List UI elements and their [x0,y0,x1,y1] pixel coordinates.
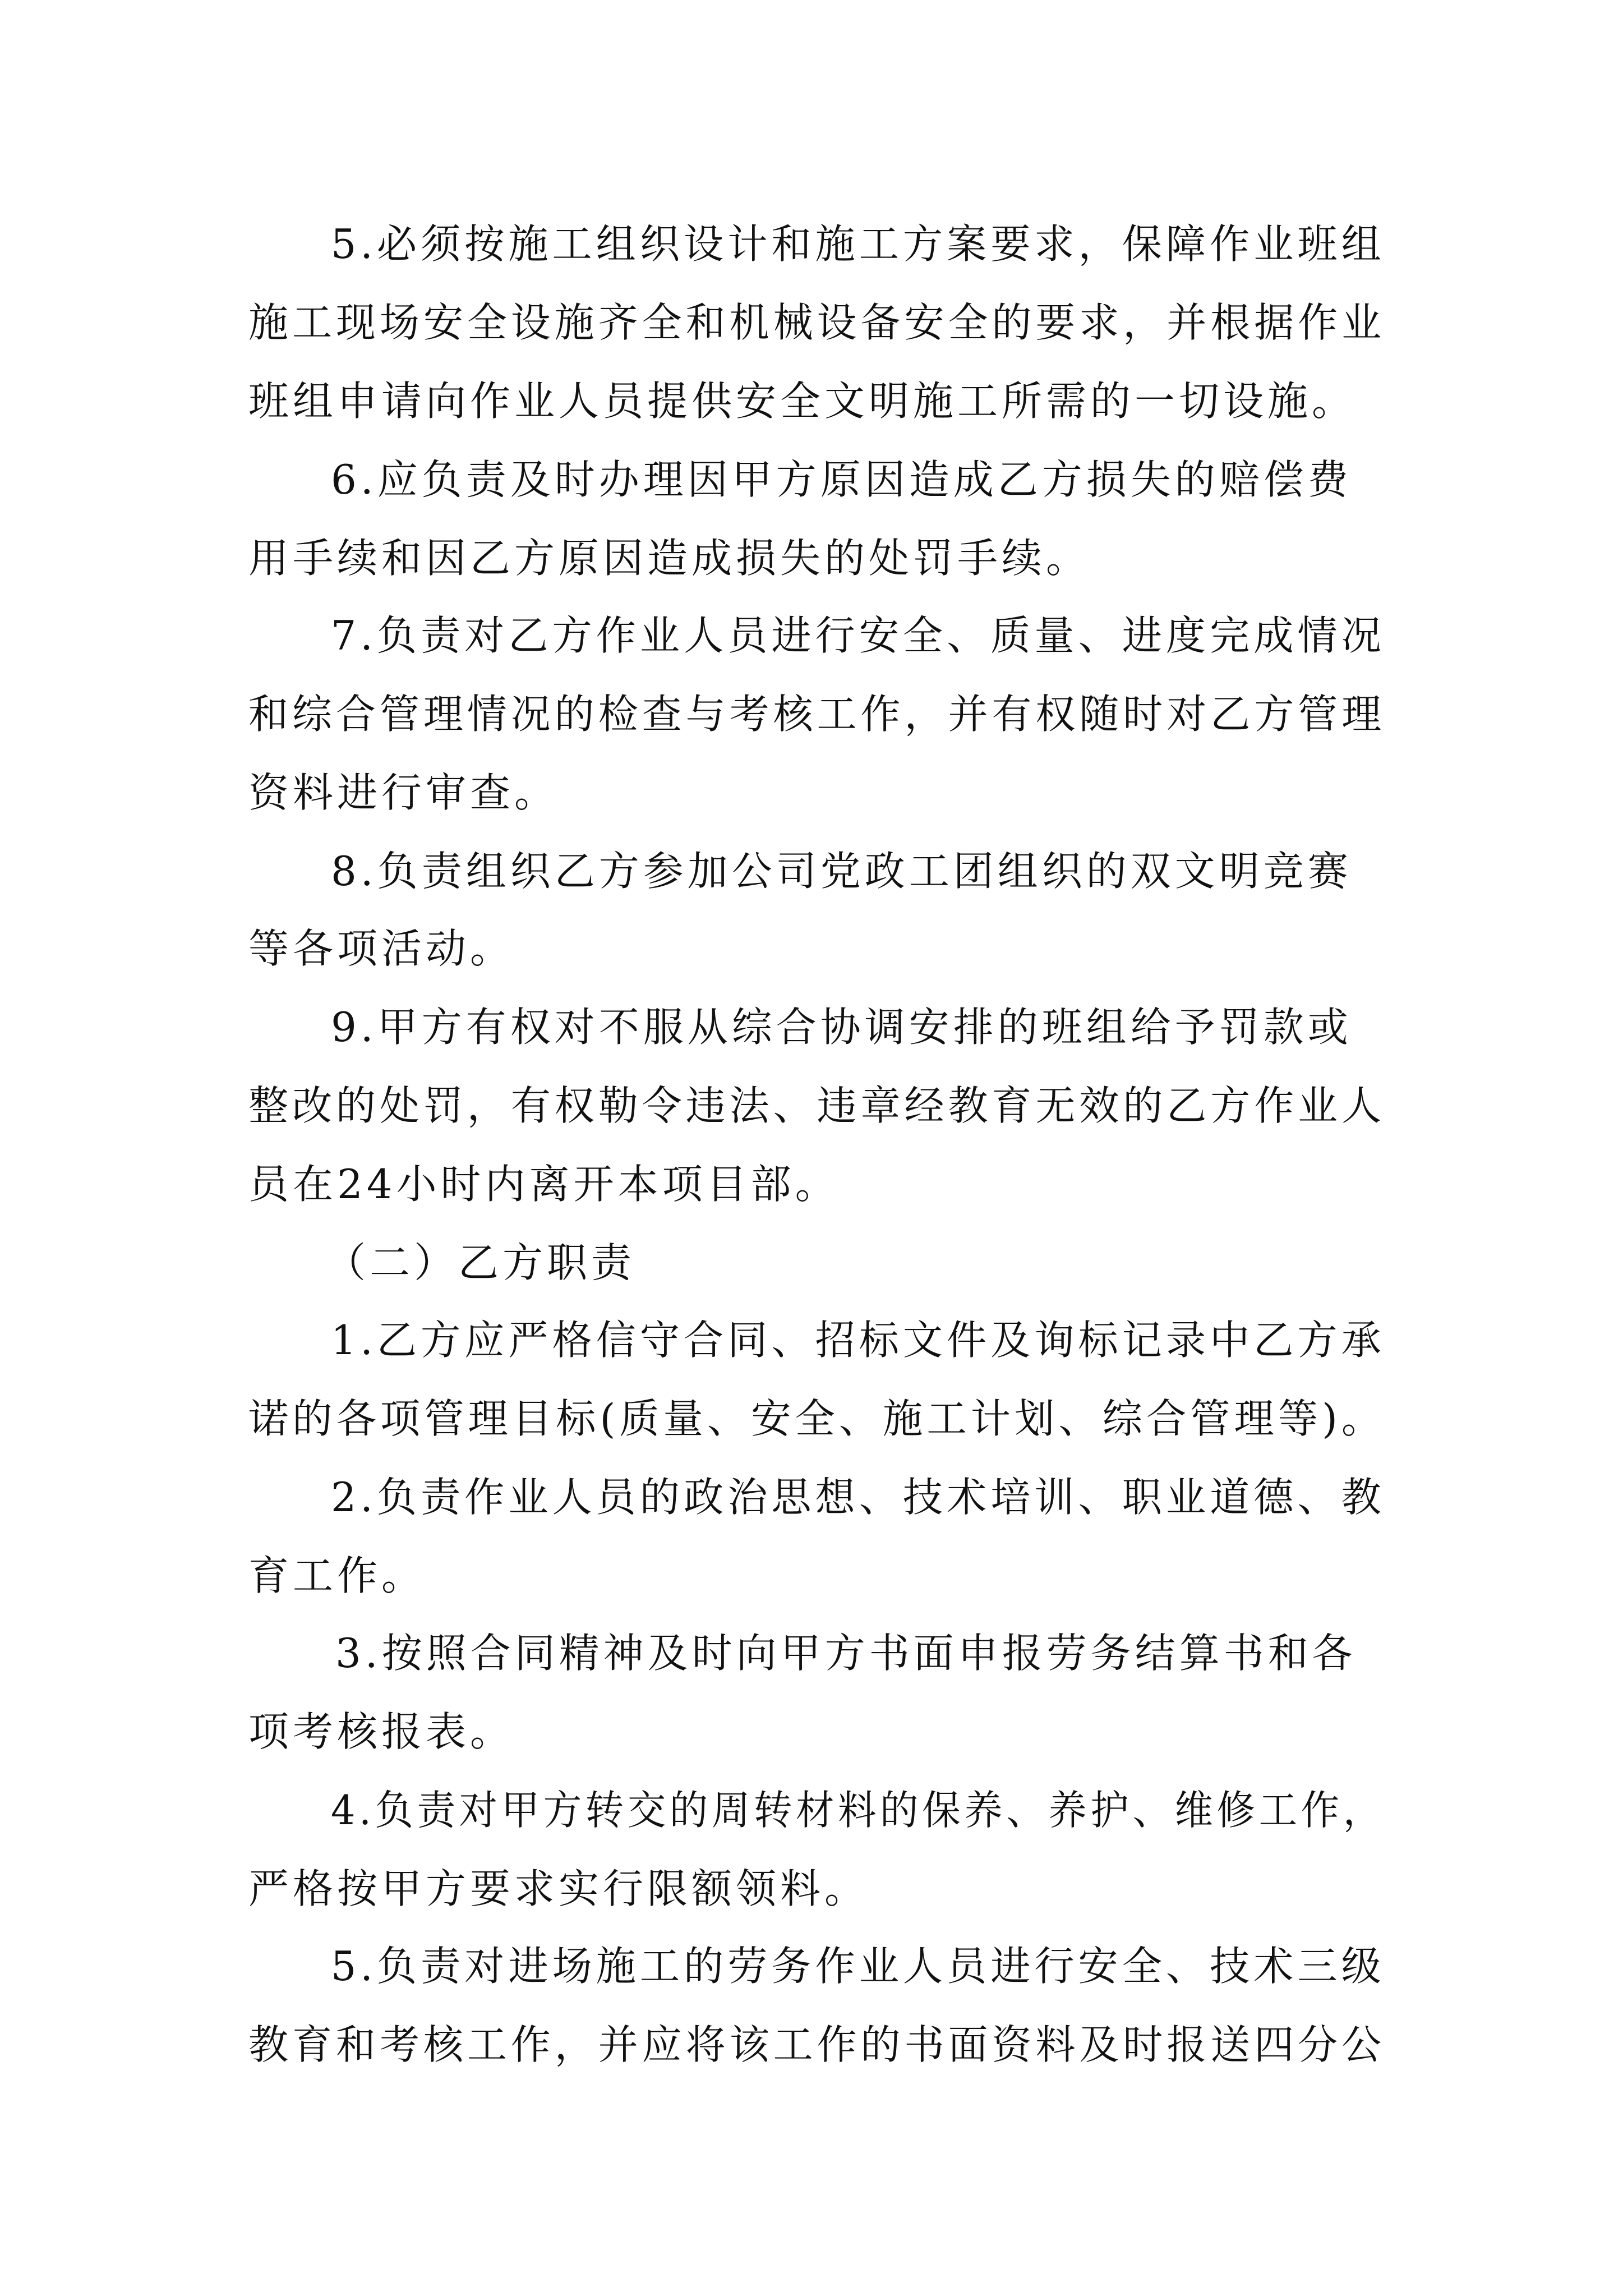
text-line: 诺的各项管理目标(质量、安全、施工计划、综合管理等)。 [248,1395,1386,1442]
text-line: 8.负责组织乙方参加公司党政工团组织的双文明竞赛 [331,848,1352,895]
text-line: 3.按照合同精神及时向甲方书面申报劳务结算书和各 [335,1630,1357,1677]
text-line: 等各项活动。 [248,925,515,972]
text-line: 育工作。 [248,1552,426,1599]
text-line: 严格按甲方要求实行限额领料。 [248,1865,869,1912]
text-line: 用手续和因乙方原因造成损失的处罚手续。 [248,535,1091,582]
text-line: 4.负责对甲方转交的周转材料的保养、养护、维修工作， [331,1787,1385,1834]
text-line: 9.甲方有权对不服从综合协调安排的班组给予罚款或 [331,1004,1352,1051]
text-line: 施工现场安全设施齐全和机械设备安全的要求，并根据作业 [248,299,1386,346]
text-line: 员在24小时内离开本项目部。 [248,1161,840,1208]
text-line: 整改的处罚，有权勒令违法、违章经教育无效的乙方作业人 [248,1082,1386,1129]
text-line: 班组申请向作业人员提供安全文明施工所需的一切设施。 [248,378,1357,425]
text-line: 项考核报表。 [248,1708,515,1755]
text-line: 1.乙方应严格信守合同、招标文件及询标记录中乙方承 [331,1317,1385,1364]
text-line: 5.负责对进场施工的劳务作业人员进行安全、技术三级 [331,1943,1385,1990]
text-line: 和综合管理情况的检查与考核工作，并有权随时对乙方管理 [248,691,1386,738]
text-line: 教育和考核工作，并应将该工作的书面资料及时报送四分公 [248,2021,1386,2068]
text-line: 2.负责作业人员的政治思想、技术培训、职业道德、教 [331,1474,1385,1521]
text-line: 6.应负责及时办理因甲方原因造成乙方损失的赔偿费 [331,456,1352,503]
text-line: 资料进行审查。 [248,769,559,816]
section-heading: （二）乙方职责 [325,1239,636,1286]
text-line: 7.负责对乙方作业人员进行安全、质量、进度完成情况 [331,612,1385,659]
text-line: 5.必须按施工组织设计和施工方案要求，保障作业班组 [331,220,1385,268]
